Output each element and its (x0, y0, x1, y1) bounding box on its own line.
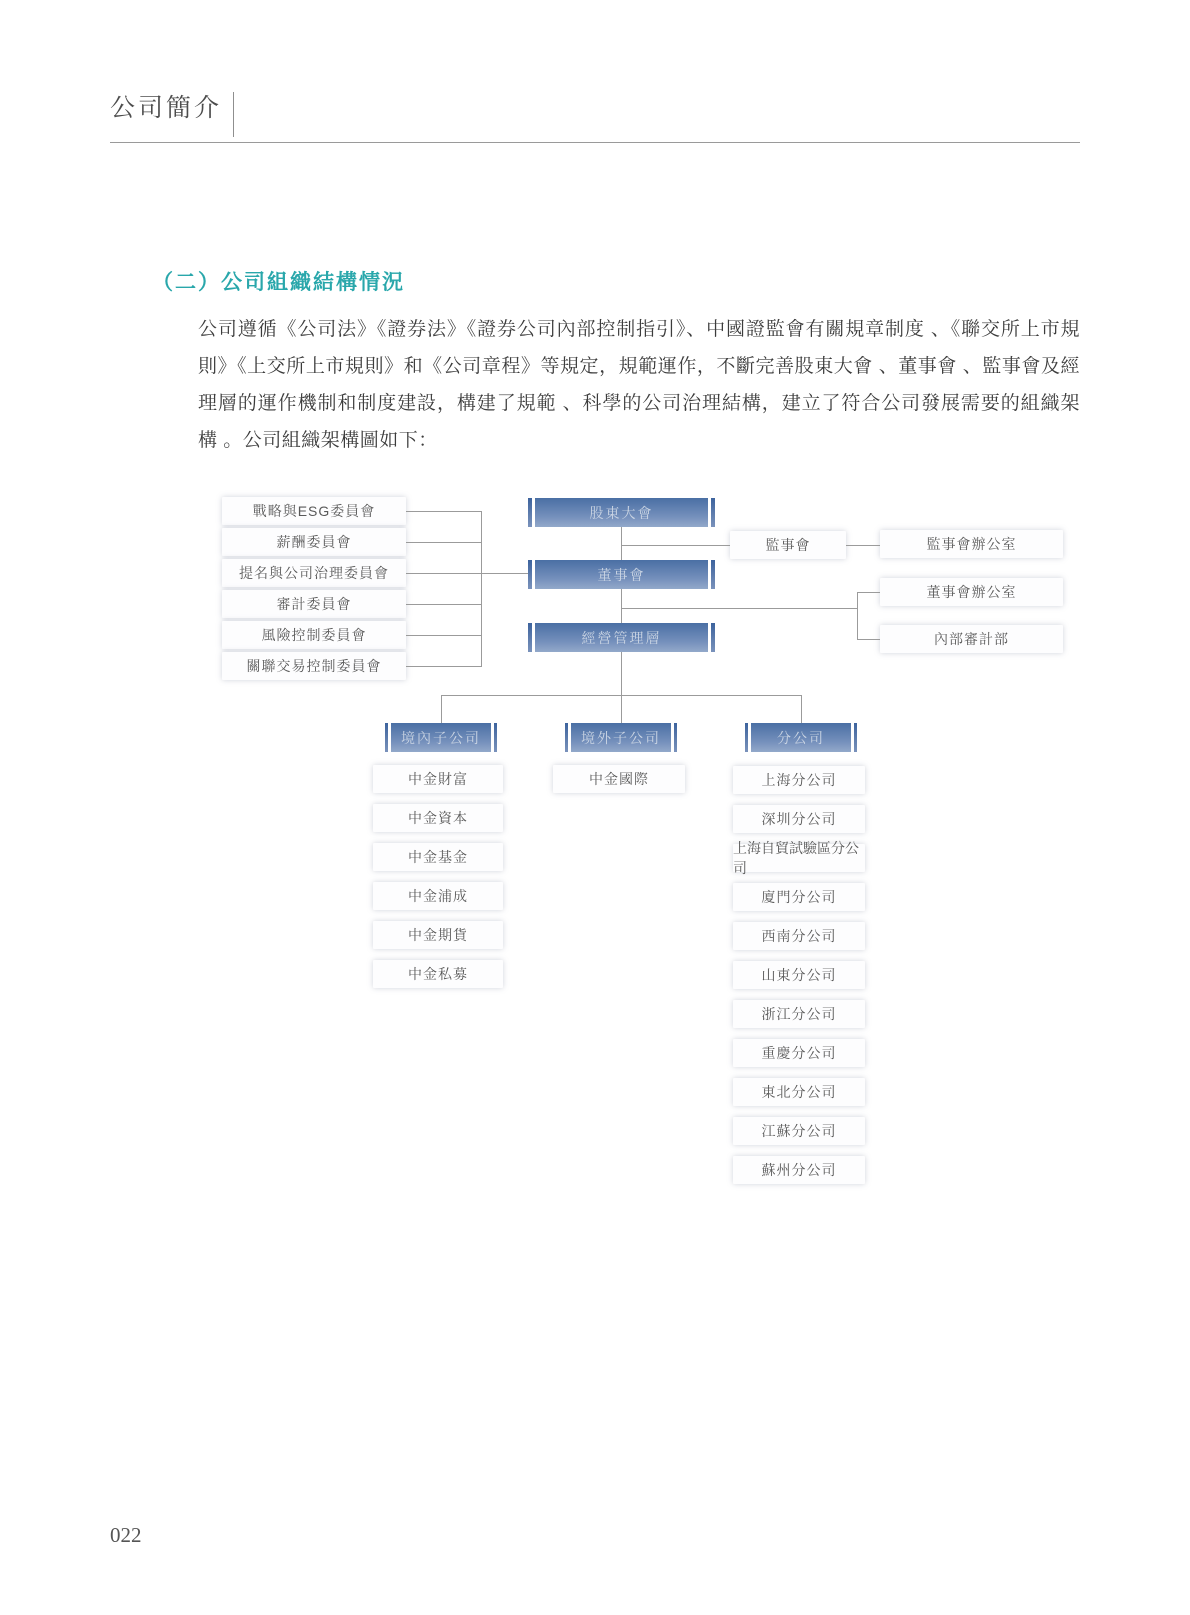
org-node-branch (733, 883, 865, 911)
connector (621, 695, 622, 723)
page-number: 022 (110, 1523, 142, 1547)
node-label: 山東分公司 (761, 967, 837, 983)
org-node-subsidiary (373, 882, 503, 910)
org-node-internal-audit (880, 625, 1063, 653)
node-label: 境內子公司 (391, 723, 491, 752)
connector (621, 545, 730, 546)
org-node-branch (733, 1039, 865, 1067)
node-label: 分公司 (751, 723, 851, 752)
node-label: 董事會辦公室 (926, 584, 1017, 600)
node-label: 中金財富 (408, 771, 468, 787)
node-label: 中金私募 (408, 966, 468, 982)
node-label: 監事會辦公室 (926, 536, 1017, 552)
node-label: 江蘇分公司 (761, 1123, 837, 1139)
org-node-branch (733, 1117, 865, 1145)
org-node-domestic-subsidiaries-header (385, 723, 497, 752)
org-node-management (528, 623, 715, 652)
org-node-remuneration-committee (222, 528, 406, 556)
node-accent-bar (854, 723, 857, 752)
node-label: 薪酬委員會 (276, 534, 352, 550)
org-node-supervisory-committee (730, 531, 846, 559)
connector (406, 511, 481, 512)
node-label: 廈門分公司 (761, 889, 837, 905)
node-label: 中金期貨 (408, 927, 468, 943)
node-accent-bar (674, 723, 677, 752)
connector (846, 545, 880, 546)
node-label: 關聯交易控制委員會 (246, 658, 382, 674)
connector (406, 635, 481, 636)
org-node-branch (733, 840, 865, 876)
org-node-shareholders-meeting (528, 498, 715, 527)
node-label: 上海分公司 (761, 772, 837, 788)
org-node-strategy-esg-committee (222, 497, 406, 525)
org-node-subsidiary (373, 843, 503, 871)
node-label: 提名與公司治理委員會 (239, 565, 389, 581)
intro-paragraph: 公司遵循《公司法》《證券法》《證券公司內部控制指引》、中國證監會有關規章制度 、《聯交所上市規則》《上交所上市規則》和《公司章程》等規定，規範運作，不斷完善股東大會 、董事會 、監事會及經理層的運作機制和制度建設，構建了規範 、科學的公司治理結構，建立了符合公司發展需要的組織架構 。公司組織架構圖如下： (198, 319, 1080, 451)
connector (801, 695, 802, 723)
node-accent-bar (711, 560, 715, 589)
node-label: 股東大會 (535, 498, 708, 527)
org-node-branches-header (745, 723, 857, 752)
org-node-branch (733, 1000, 865, 1028)
node-label: 中金基金 (408, 849, 468, 865)
org-node-branch (733, 805, 865, 833)
org-node-branch (733, 961, 865, 989)
node-label: 經營管理層 (535, 623, 708, 652)
node-label: 內部審計部 (934, 631, 1009, 647)
org-node-subsidiary (373, 960, 503, 988)
org-node-branch (733, 1156, 865, 1184)
org-node-branch (733, 922, 865, 950)
connector (621, 608, 857, 609)
org-node-supervisory-office (880, 530, 1063, 558)
node-label: 重慶分公司 (761, 1045, 837, 1061)
org-node-subsidiary (373, 765, 503, 793)
node-label: 東北分公司 (761, 1084, 837, 1100)
org-node-audit-committee (222, 590, 406, 618)
org-node-subsidiary (553, 765, 685, 793)
node-label: 浙江分公司 (761, 1006, 837, 1022)
node-accent-bar (711, 623, 715, 652)
connector (406, 542, 481, 543)
node-label: 中金浦成 (408, 888, 468, 904)
org-node-board-office (880, 578, 1063, 606)
node-accent-bar (711, 498, 715, 527)
node-label: 審計委員會 (276, 596, 352, 612)
page-header-title: 公司簡介 (110, 95, 223, 122)
org-node-branch (733, 766, 865, 794)
node-label: 戰略與ESG委員會 (252, 503, 376, 519)
node-label: 風險控制委員會 (261, 627, 367, 643)
connector (406, 573, 528, 574)
section-title: （二）公司組織結構情況 (152, 271, 405, 294)
node-label: 監事會 (765, 537, 811, 553)
org-node-subsidiary (373, 804, 503, 832)
connector (441, 695, 442, 723)
org-node-board-of-directors (528, 560, 715, 589)
connector (621, 589, 622, 623)
node-label: 董事會 (535, 560, 708, 589)
connector (857, 592, 880, 593)
connector (481, 511, 482, 667)
node-label: 境外子公司 (571, 723, 671, 752)
connector (857, 592, 858, 640)
org-node-branch (733, 1078, 865, 1106)
org-node-nomination-governance-committee (222, 559, 406, 587)
connector (406, 666, 481, 667)
node-label: 中金國際 (589, 771, 649, 787)
connector (406, 604, 481, 605)
connector (621, 527, 622, 560)
node-accent-bar (494, 723, 497, 752)
org-node-overseas-subsidiaries-header (565, 723, 677, 752)
node-label: 西南分公司 (761, 928, 837, 944)
org-node-subsidiary (373, 921, 503, 949)
connector (621, 652, 622, 695)
org-node-risk-control-committee (222, 621, 406, 649)
node-label: 蘇州分公司 (761, 1162, 837, 1178)
connector (857, 639, 880, 640)
node-label: 深圳分公司 (761, 811, 837, 827)
node-label: 中金資本 (408, 810, 468, 826)
org-node-related-transactions-committee (222, 652, 406, 680)
node-label: 上海自貿試驗區分公司 (733, 840, 859, 876)
